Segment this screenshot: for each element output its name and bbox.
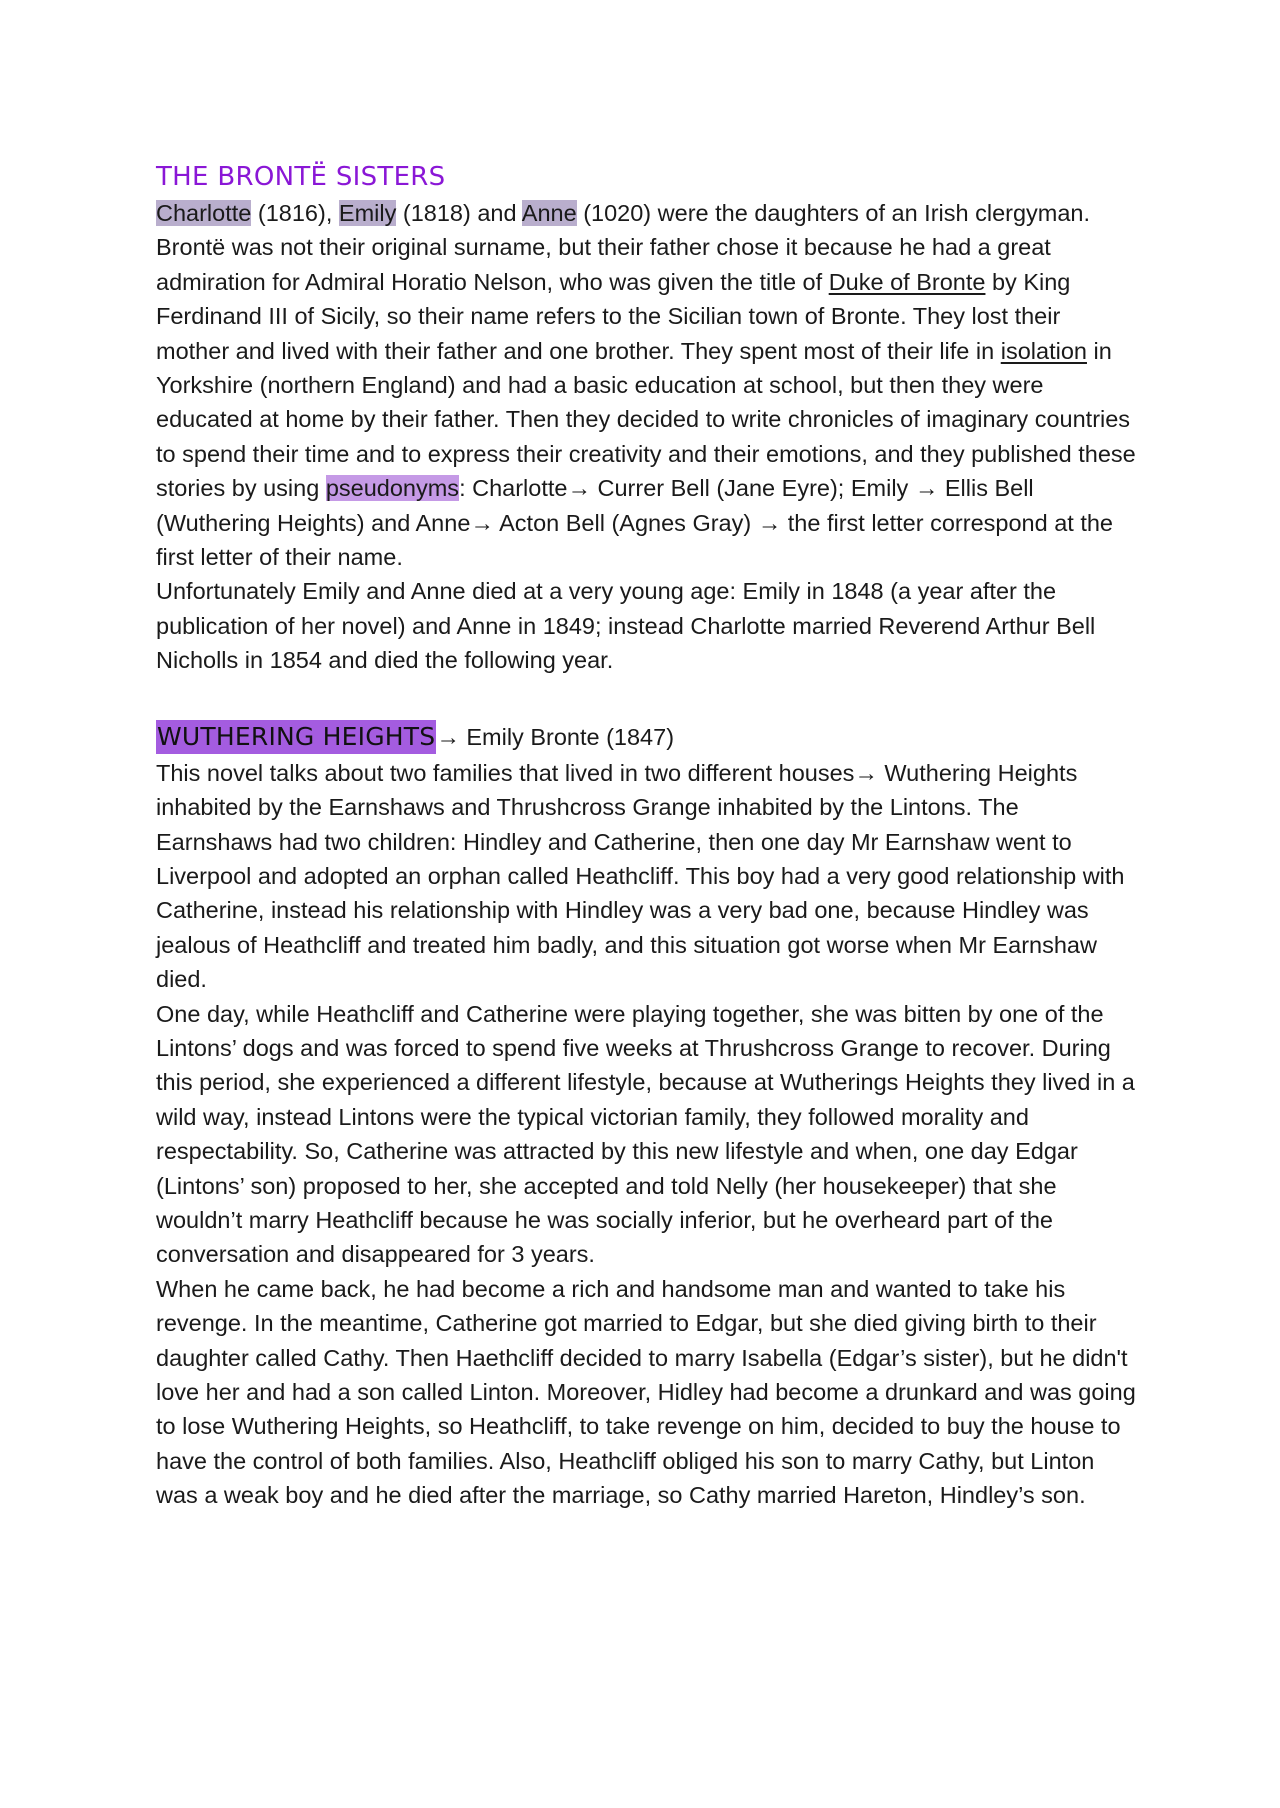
highlight-pseudonyms: pseudonyms	[325, 475, 460, 502]
paragraph-plot-3: When he came back, he had become a rich and handsome man and wanted to take his revenge. In the meantime, Catherine got married to Edgar, but she died giving birth to their daughter called Cathy. Then Haethcliff decided to marry Isabella (Edgar’s sister), but he didn't love her and had a son called Linton. Moreover, Hidley had become a drunkard and was going to lose Wuthering Heights, so Heathcliff, to take revenge on him, decided to buy the house to have the control of both families. Also, Heathcliff obliged his son to marry Cathy, but Linton was a weak boy and he died after the marriage, so Cathy married Hareton, Hindley’s son.	[156, 1275, 1136, 1509]
section-title-bronte-sisters: THE BRONTË SISTERS	[156, 162, 446, 192]
text-run: (1816),	[251, 200, 339, 226]
text-run: : Charlotte→ Currer Bell (Jane Eyre); Emily → Ellis Bell (Wuthering Heights) and Anne→ Acton Bell (Agnes Gray) → the first letter correspond at the first letter of their name.	[156, 475, 1114, 571]
highlight-anne: Anne	[521, 200, 577, 226]
text-run: in Yorkshire (northern England) and had a basic education at school, but then they were educated at home by their father. Then they decided to write chronicles of imaginary countries to spend their time and to express their creativity and their emotions, and they published these stories by using	[156, 337, 1136, 502]
document-page	[156, 160, 1136, 1513]
section-spacer	[156, 678, 1136, 720]
section-title-wuthering-heights: WUTHERING HEIGHTS	[156, 720, 436, 754]
highlight-charlotte: Charlotte	[156, 200, 252, 226]
text-run: (1818) and	[396, 200, 522, 226]
section-subtitle-author: → Emily Bronte (1847)	[436, 723, 675, 750]
text-run: (1020) were the daughters of an Irish clergyman. Brontë was not their original surname, but their father chose it because he had a great admiration for Admiral Horatio Nelson, who was given the title of	[156, 200, 1091, 295]
section-heading-wuthering-heights	[156, 720, 1136, 754]
underline-duke-of-bronte: Duke of Bronte	[828, 268, 986, 295]
text-run: by King Ferdinand III of Sicily, so their name refers to the Sicilian town of Bronte. They lost their mother and lived with their father and one brother. They spent most of their life in	[156, 268, 1071, 364]
underline-isolation: isolation	[1000, 337, 1087, 364]
highlight-emily: Emily	[338, 200, 397, 226]
paragraph-plot-1: This novel talks about two families that lived in two different houses→ Wuthering Heights inhabited by the Earnshaws and Thrushcross Grange inhabited by the Lintons. The Earnshaws had two children: Hindley and Catherine, then one day Mr Earnshaw went to Liverpool and adopted an orphan called Heathcliff. This boy had a very good relationship with Catherine, instead his relationship with Hindley was a very bad one, because Hindley was jealous of Heathcliff and treated him badly, and this situation got worse when Mr Earnshaw died.	[156, 759, 1125, 993]
paragraph-plot-2: One day, while Heathcliff and Catherine were playing together, she was bitten by one of the Lintons’ dogs and was forced to spend five weeks at Thrushcross Grange to recover. During this period, she experienced a different lifestyle, because at Wutherings Heights they lived in a wild way, instead Lintons were the typical victorian family, they followed morality and respectability. So, Catherine was attracted by this new lifestyle and when, one day Edgar (Lintons’ son) proposed to her, she accepted and told Nelly (her housekeeper) that she wouldn’t marry Heathcliff because he was socially inferior, but he overheard part of the conversation and disappeared for 3 years.	[156, 1000, 1135, 1268]
paragraph-bronte-deaths: Unfortunately Emily and Anne died at a very young age: Emily in 1848 (a year after the publication of her novel) and Anne in 1849; instead Charlotte married Reverend Arthur Bell Nicholls in 1854 and died the following year.	[156, 578, 1096, 674]
paragraph-bronte-intro	[156, 196, 1136, 574]
